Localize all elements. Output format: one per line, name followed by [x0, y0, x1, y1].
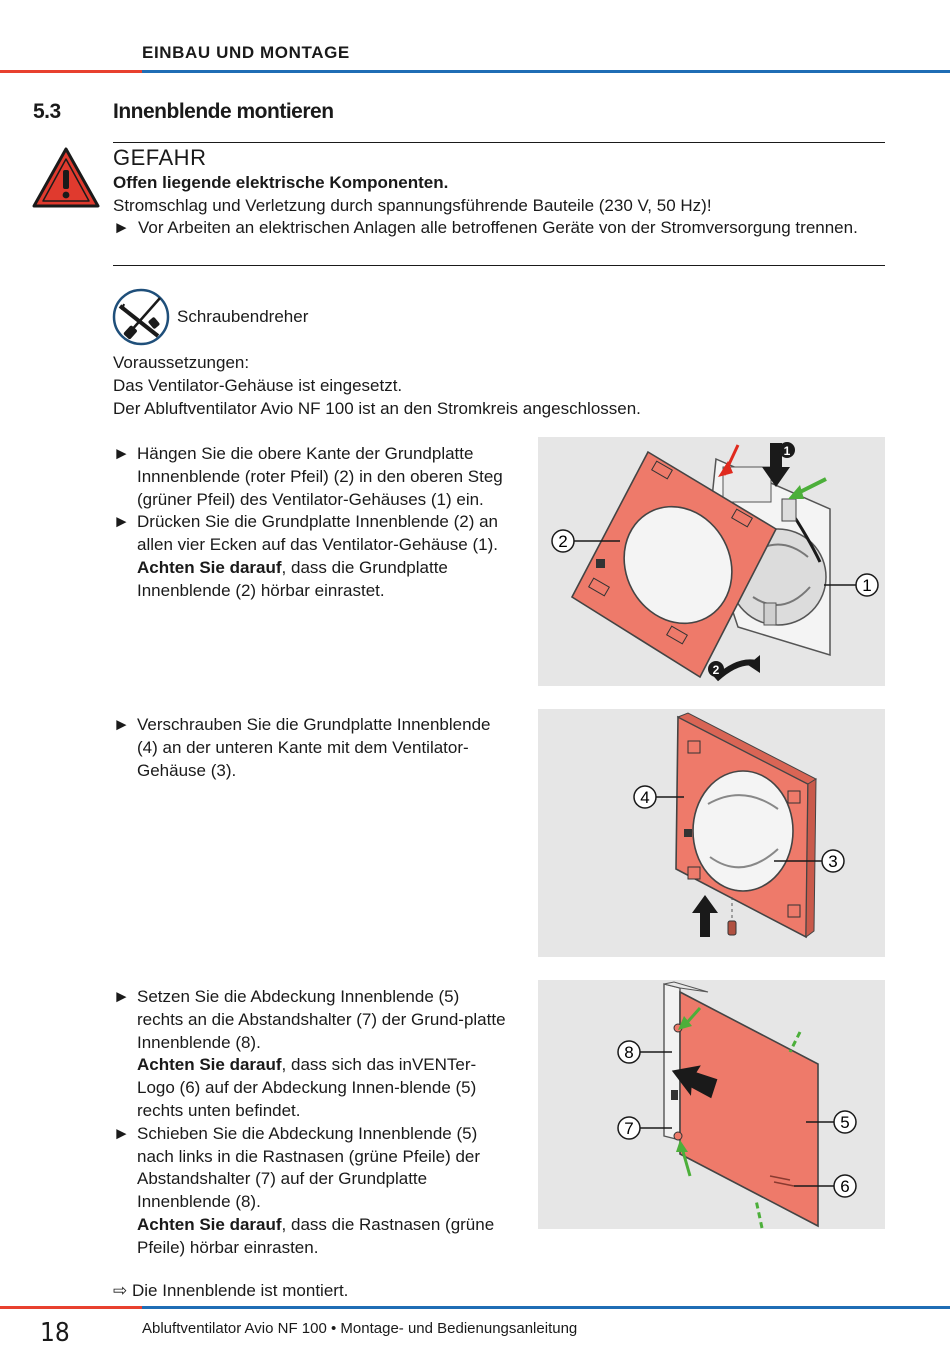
danger-subtitle: Offen liegende elektrische Komponenten.	[113, 173, 449, 192]
step-block-2	[113, 714, 513, 782]
screwdriver-icon	[112, 288, 170, 346]
callout-1: 1	[862, 576, 872, 595]
warning-triangle-icon	[31, 146, 101, 210]
prerequisite-line: Das Ventilator-Gehäuse ist eingesetzt.	[113, 376, 403, 395]
prerequisite-line: Der Abluftventilator Avio NF 100 ist an den Stromkreis angeschlossen.	[113, 399, 641, 418]
running-header: EINBAU UND MONTAGE	[142, 43, 350, 62]
figure-2-illustration	[538, 709, 885, 957]
callout-8: 8	[624, 1043, 634, 1062]
step-badge-2: 2	[712, 663, 720, 677]
danger-text: Stromschlag und Verletzung durch spannungsführende Bauteile (230 V, 50 Hz)!	[113, 196, 712, 215]
callout-5: 5	[840, 1113, 850, 1132]
section-title: Innenblende montieren	[113, 100, 334, 123]
step-item: ► Drücken Sie die Grundplatte Innenblende (2) an allen vier Ecken auf das Ventilator-Gehäuse (1). Achten Sie darauf, dass die Grundplatte Innenblende (2) hörbar einrastet.	[113, 512, 499, 600]
callout-6: 6	[840, 1177, 850, 1196]
footer-title: Abluftventilator Avio NF 100 • Montage- und Bedienungsanleitung	[142, 1320, 578, 1337]
figure-3-panel	[538, 980, 885, 1229]
danger-bullet: ► Vor Arbeiten an elektrischen Anlagen alle betroffenen Geräte von der Stromversorgung trennen.	[113, 218, 858, 237]
page-number: 18	[40, 1318, 70, 1348]
danger-top-rule	[113, 142, 885, 143]
danger-bottom-rule	[113, 265, 885, 266]
figure-2-panel	[538, 709, 885, 957]
figure-1-illustration	[538, 437, 885, 686]
tool-label: Schraubendreher	[177, 307, 309, 326]
footer-rule	[0, 1306, 950, 1309]
step-block-3	[113, 986, 508, 1260]
danger-title: GEFAHR	[113, 145, 207, 170]
callout-3: 3	[828, 852, 838, 871]
callout-7: 7	[624, 1119, 634, 1138]
header-rule	[0, 70, 950, 73]
callout-2: 2	[558, 532, 568, 551]
result-arrow-icon: ⇨	[113, 1281, 128, 1300]
step-badge-1: 1	[783, 444, 791, 458]
figure-3-illustration	[538, 980, 885, 1229]
prerequisites-heading: Voraussetzungen:	[113, 353, 250, 372]
step-item: ► Hängen Sie die obere Kante der Grundplatte Innnenblende (roter Pfeil) (2) in den oberen Steg (grüner Pfeil) des Ventilator-Gehäuses (1) ein.	[113, 444, 503, 509]
callout-4: 4	[640, 788, 650, 807]
step-item: ► Verschrauben Sie die Grundplatte Innenblende (4) an der unteren Kante mit dem Ventilator-Gehäuse (3).	[113, 715, 491, 780]
result-line: ⇨ Die Innenblende ist montiert.	[113, 1281, 349, 1300]
step-block-1	[113, 443, 508, 603]
figure-1-panel	[538, 437, 885, 686]
step-item: ► Schieben Sie die Abdeckung Innenblende (5) nach links in die Rastnasen (grüne Pfeile) der Abstandshalter (7) auf der Grundplatte Innenblende (8). Achten Sie darauf, dass die Rastnasen (grüne Pfeile) hörbar einrasten.	[113, 1123, 495, 1257]
step-item: ► Setzen Sie die Abdeckung Innenblende (5) rechts an die Abstandshalter (7) der Grund-platte Innenblende (8). Achten Sie darauf, dass sich das inVENTer-Logo (6) auf der Abdeckung Innen-blende (5) rechts unten befindet.	[113, 987, 506, 1120]
section-number: 5.3	[33, 100, 61, 123]
